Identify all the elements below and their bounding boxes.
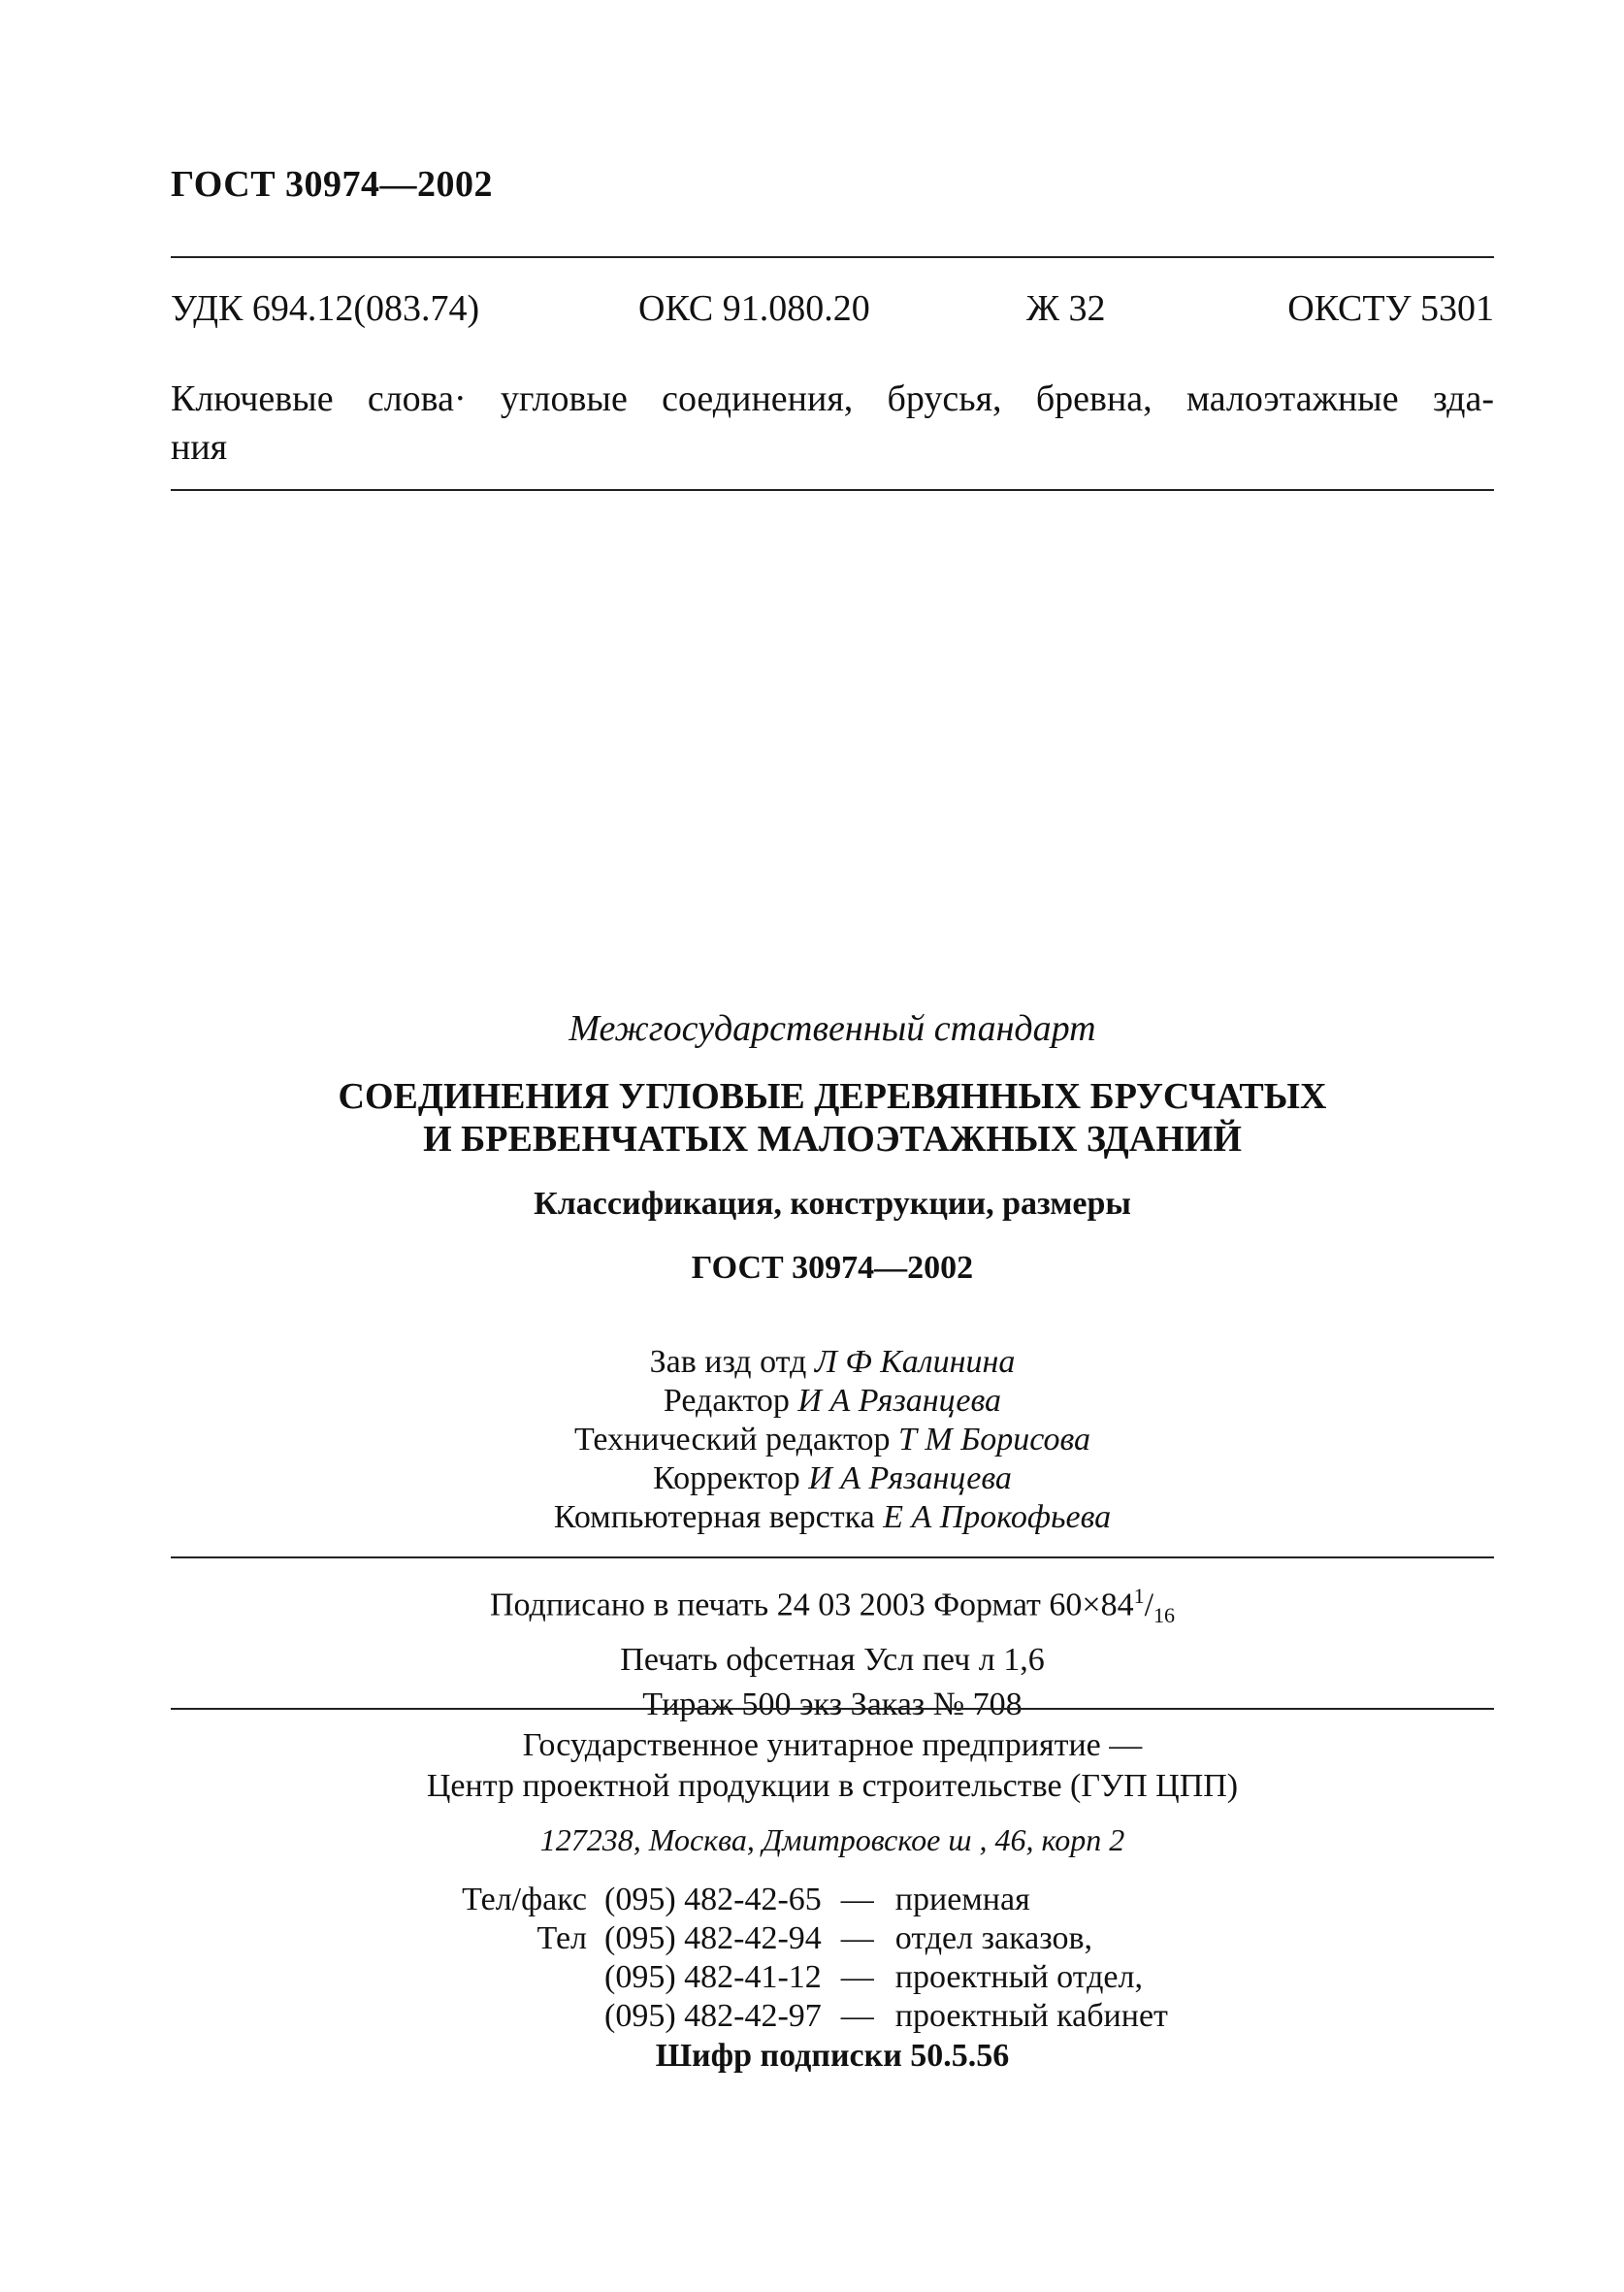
oks-code: ОКС 91.080.20 xyxy=(638,288,870,329)
publisher-line-2: Центр проектной продукции в строительстве (ГУП ЦПП) xyxy=(426,1768,1239,1804)
phone-description: отдел заказов, xyxy=(894,1920,1093,1956)
standard-title xyxy=(171,1075,1494,1161)
phone-number: (095) 482-41-12 xyxy=(604,1959,822,1995)
staff-role: Корректор xyxy=(653,1460,800,1496)
staff-name: Л Ф Калинина xyxy=(814,1344,1016,1380)
phone-label: Тел xyxy=(536,1920,587,1956)
publisher-line-1: Государственное унитарное предприятие — xyxy=(522,1727,1143,1763)
keywords-rule xyxy=(171,489,1494,491)
standard-kind: Межгосударственный стандарт xyxy=(568,1008,1096,1049)
print-offset: Печать офсетная Усл печ л 1,6 xyxy=(620,1642,1045,1679)
staff-role: Редактор xyxy=(663,1383,790,1419)
format-denominator: 16 xyxy=(1153,1603,1176,1628)
phone-description: приемная xyxy=(894,1882,1030,1917)
phone-row xyxy=(417,1881,1168,1919)
print-info xyxy=(171,1574,1494,1727)
print-signed-text: Подписано в печать 24 03 2003 Формат 60×84 xyxy=(489,1587,1134,1623)
phone-row xyxy=(417,1919,1168,1958)
staff-row xyxy=(171,1459,1494,1498)
phone-dash: — xyxy=(840,1920,874,1956)
publisher-address: 127238, Москва, Дмитровское ш , 46, корп 2 xyxy=(539,1822,1125,1857)
staff-row xyxy=(171,1343,1494,1382)
phone-dash: — xyxy=(840,1998,874,2034)
zh-code: Ж 32 xyxy=(1026,288,1106,329)
standard-code: ГОСТ 30974—2002 xyxy=(691,1250,974,1286)
staff-name: И А Рязанцева xyxy=(808,1460,1012,1496)
top-rule xyxy=(171,256,1494,258)
staff-name: Е А Прокофьева xyxy=(883,1499,1112,1535)
phone-number: (095) 482-42-65 xyxy=(604,1882,822,1917)
staff-row xyxy=(171,1498,1494,1537)
keywords-line-2: ния xyxy=(171,427,228,468)
phone-description: проектный отдел, xyxy=(894,1959,1143,1995)
phone-table xyxy=(417,1881,1168,2036)
phone-row xyxy=(417,1997,1168,2036)
phone-number: (095) 482-42-94 xyxy=(604,1920,822,1956)
subscription-code: Шифр подписки 50.5.56 xyxy=(655,2038,1010,2074)
publisher xyxy=(171,1725,1494,1807)
standard-subtitle: Классификация, конструкции, размеры xyxy=(534,1186,1131,1222)
staff-role: Зав изд отд xyxy=(649,1344,807,1380)
standard-title-line-2: И БРЕВЕНЧАТЫХ МАЛОЭТАЖНЫХ ЗДАНИЙ xyxy=(423,1119,1242,1160)
keywords-line-1: Ключевые слова· угловые соединения, брусья, бревна, малоэтажные зда- xyxy=(171,378,1494,419)
print-signed xyxy=(171,1574,1494,1638)
phone-label: Тел/факс xyxy=(462,1882,587,1917)
okstu-code: ОКСТУ 5301 xyxy=(1287,288,1494,329)
staff-role: Технический редактор xyxy=(573,1422,891,1457)
staff-row xyxy=(171,1421,1494,1459)
phone-row xyxy=(417,1958,1168,1997)
udk-code: УДК 694.12(083.74) xyxy=(171,288,480,329)
keywords xyxy=(171,375,1494,472)
staff-rule xyxy=(171,1556,1494,1558)
staff-role: Компьютерная верстка xyxy=(553,1499,875,1535)
phone-dash: — xyxy=(840,1959,874,1995)
print-rule xyxy=(171,1708,1494,1710)
standard-title-line-1: СОЕДИНЕНИЯ УГЛОВЫЕ ДЕРЕВЯННЫХ БРУСЧАТЫХ xyxy=(338,1076,1327,1117)
phone-number: (095) 482-42-97 xyxy=(604,1998,822,2034)
document-code-header: ГОСТ 30974—2002 xyxy=(171,164,494,205)
phone-label xyxy=(417,1997,604,2036)
format-separator: / xyxy=(1144,1587,1154,1623)
staff-list xyxy=(171,1343,1494,1537)
staff-row xyxy=(171,1382,1494,1421)
phone-description: проектный кабинет xyxy=(894,1998,1168,2034)
phone-label xyxy=(417,1958,604,1997)
staff-name: Т М Борисова xyxy=(898,1422,1091,1457)
staff-name: И А Рязанцева xyxy=(797,1383,1002,1419)
phone-dash: — xyxy=(840,1882,874,1917)
print-circulation: Тираж 500 экз Заказ № 708 xyxy=(642,1686,1023,1723)
format-numerator: 1 xyxy=(1133,1584,1145,1608)
